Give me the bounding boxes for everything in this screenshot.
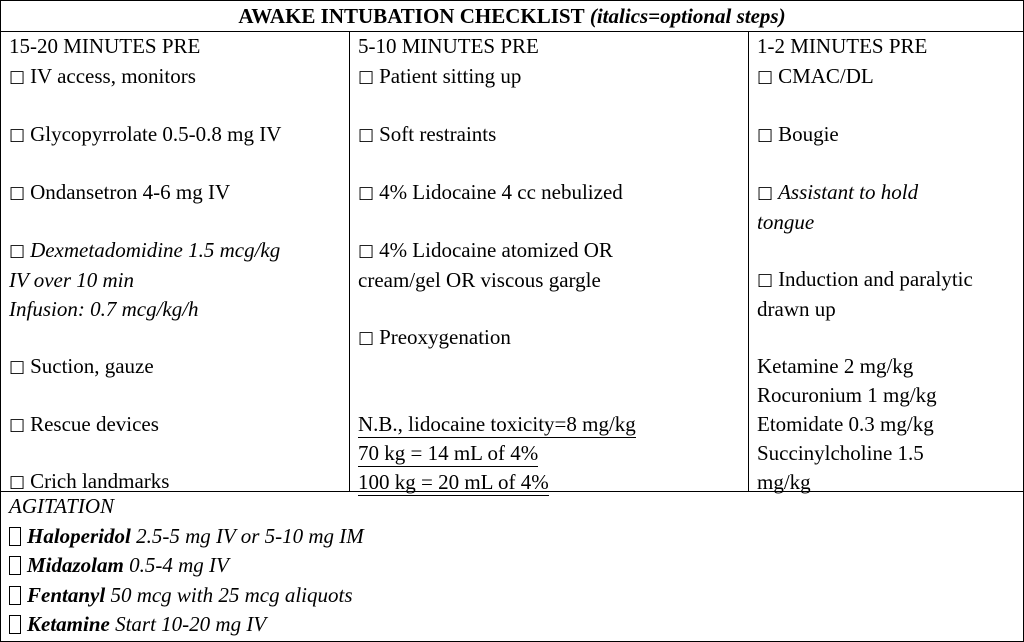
dose-line: Rocuronium 1 mg/kg (757, 383, 937, 407)
missing-glyph-box-icon[interactable] (9, 527, 21, 546)
item-text: Preoxygenation (379, 325, 511, 349)
checkbox-icon[interactable]: □ (9, 241, 26, 261)
title-note: (italics=optional steps) (589, 4, 786, 28)
item-text: Bougie (778, 122, 839, 146)
checklist-item-optional[interactable] (757, 178, 918, 237)
checkbox-icon[interactable]: □ (358, 125, 375, 145)
checkbox-icon[interactable]: □ (9, 183, 26, 203)
checkbox-icon[interactable]: □ (358, 183, 375, 203)
note-line: 70 kg = 14 mL of 4% (358, 441, 539, 465)
checklist-item[interactable] (757, 120, 839, 150)
checklist-item[interactable] (358, 62, 521, 92)
note-line: N.B., lidocaine toxicity=8 mg/kg (358, 412, 636, 436)
checklist-item[interactable] (757, 265, 973, 324)
item-text: Rescue devices (30, 412, 159, 436)
checklist-item[interactable] (358, 178, 623, 208)
checklist-item[interactable] (9, 178, 230, 208)
checklist-item[interactable] (9, 62, 196, 92)
item-text: IV access, monitors (30, 64, 196, 88)
lidocaine-toxicity-note (358, 410, 636, 497)
item-text: Soft restraints (379, 122, 497, 146)
item-text: 4% Lidocaine atomized OR (379, 238, 613, 262)
column-header: 5-10 MINUTES PRE (358, 34, 539, 58)
agitation-heading: AGITATION (9, 494, 114, 518)
checklist-item[interactable] (358, 120, 496, 150)
item-text: Assistant to hold (778, 180, 919, 204)
item-text: Glycopyrrolate 0.5-0.8 mg IV (30, 122, 282, 146)
checkbox-icon[interactable]: □ (9, 357, 26, 377)
drug-dose: 0.5-4 mg IV (129, 553, 229, 577)
column-1-2-min (749, 32, 1023, 494)
missing-glyph-box-icon[interactable] (9, 586, 21, 605)
dose-line: Etomidate 0.3 mg/kg (757, 412, 934, 436)
column-header: 1-2 MINUTES PRE (757, 34, 928, 58)
item-text-line: Infusion: 0.7 mcg/kg/h (9, 297, 199, 321)
drug-name: Fentanyl (27, 582, 106, 607)
agitation-drug[interactable] (9, 522, 1023, 552)
checklist-item[interactable] (358, 236, 613, 295)
item-text: Suction, gauze (30, 354, 154, 378)
missing-glyph-box-icon[interactable] (9, 556, 21, 575)
missing-glyph-box-icon[interactable] (9, 615, 21, 634)
item-text: Induction and paralytic (778, 267, 973, 291)
item-text: Ondansetron 4-6 mg IV (30, 180, 231, 204)
checkbox-icon[interactable]: □ (358, 241, 375, 261)
drug-dose: 2.5-5 mg IV or 5-10 mg IM (136, 523, 364, 548)
checkbox-icon[interactable]: □ (9, 125, 26, 145)
dose-line: mg/kg (757, 470, 811, 494)
item-text-line: IV over 10 min (9, 268, 135, 292)
dose-line: Ketamine 2 mg/kg (757, 354, 914, 378)
agitation-section (1, 492, 1023, 641)
checkbox-icon[interactable]: □ (358, 328, 375, 348)
induction-doses (757, 352, 937, 497)
item-text: 4% Lidocaine 4 cc nebulized (379, 180, 623, 204)
checklist-item[interactable] (358, 323, 511, 353)
drug-name: Midazolam (27, 553, 124, 577)
item-text: CMAC/DL (778, 64, 874, 88)
checklist-item-optional[interactable] (9, 236, 280, 324)
item-text-line: cream/gel OR viscous gargle (358, 268, 601, 292)
checklist-item[interactable] (757, 62, 874, 92)
column-header: 15-20 MINUTES PRE (9, 34, 201, 58)
drug-name: Ketamine (27, 612, 110, 636)
checkbox-icon[interactable]: □ (9, 415, 26, 435)
item-text-line: drawn up (757, 297, 836, 321)
checkbox-icon[interactable]: □ (9, 67, 26, 87)
checkbox-icon[interactable]: □ (757, 125, 774, 145)
item-text: Dexmetadomidine 1.5 mcg/kg (30, 238, 281, 262)
agitation-drug[interactable] (9, 610, 1023, 640)
item-text: Patient sitting up (379, 64, 522, 88)
dose-line: Succinylcholine 1.5 (757, 441, 924, 465)
checkbox-icon[interactable]: □ (358, 67, 375, 87)
drug-dose: 50 mcg with 25 mcg aliquots (110, 582, 353, 607)
column-15-20-min (1, 32, 349, 491)
checklist-item[interactable] (9, 410, 159, 440)
checkbox-icon[interactable]: □ (757, 270, 774, 290)
checkbox-icon[interactable]: □ (9, 472, 26, 492)
checklist-item[interactable] (9, 352, 154, 382)
item-text: Crich landmarks (30, 469, 170, 493)
checkbox-icon[interactable]: □ (757, 183, 774, 203)
column-5-10-min (350, 32, 748, 494)
checkbox-icon[interactable]: □ (757, 67, 774, 87)
agitation-drug[interactable] (9, 581, 1023, 611)
checklist-item[interactable] (9, 120, 281, 150)
note-line: 100 kg = 20 mL of 4% (358, 470, 549, 494)
agitation-drug[interactable] (9, 551, 1023, 581)
checklist-title (1, 1, 1023, 31)
item-text-line: tongue (757, 210, 815, 234)
title-main: AWAKE INTUBATION CHECKLIST (238, 4, 585, 28)
drug-dose: Start 10-20 mg IV (115, 612, 267, 636)
drug-name: Haloperidol (27, 523, 131, 548)
